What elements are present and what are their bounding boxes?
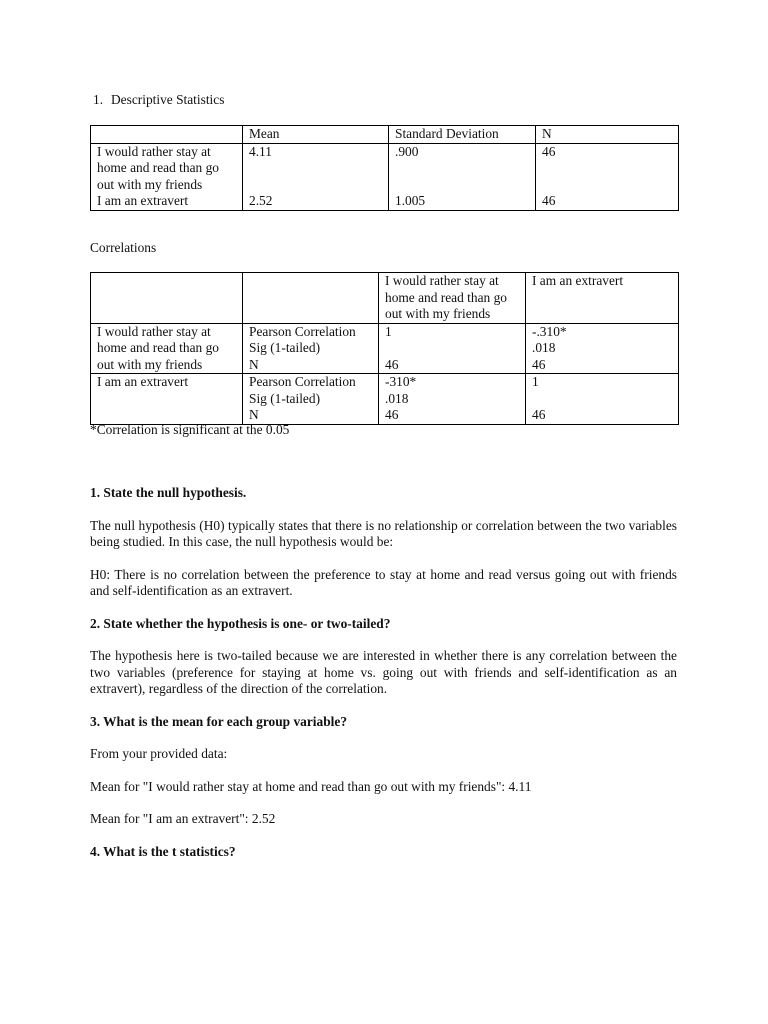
extravert-values: 1 46	[526, 374, 679, 425]
table-row	[91, 323, 679, 374]
table-row	[91, 374, 679, 425]
stay-home-values: 1 46	[379, 323, 526, 374]
significance-footnote: *Correlation is significant at the 0.05	[90, 422, 290, 437]
paragraph: H0: There is no correlation between the preference to stay at home and read versus going out with friends and self-identification as an extravert.	[90, 566, 677, 598]
header-cell-empty	[243, 273, 379, 324]
header-cell-n: N	[536, 126, 679, 144]
stat-labels: Pearson Correlation Sig (1-tailed) N	[243, 374, 379, 425]
extravert-values: -.310* .018 46	[526, 323, 679, 374]
question-3-heading: 3. What is the mean for each group variable?	[90, 713, 348, 729]
paragraph: Mean for "I am an extravert": 2.52	[90, 811, 276, 826]
row-label: I would rather stay at home and read than go out with my friends I am an extravert	[91, 143, 243, 210]
section-number: 1.	[93, 92, 104, 107]
paragraph: From your provided data:	[90, 746, 228, 761]
header-cell-extravert: I am an extravert	[526, 273, 679, 324]
header-cell-sd: Standard Deviation	[389, 126, 536, 144]
table-header-row	[91, 273, 679, 324]
n-values: 46 46	[536, 143, 679, 210]
header-cell-mean: Mean	[243, 126, 389, 144]
paragraph: The null hypothesis (H0) typically states that there is no relationship or correlation between the two variables being studied. In this case, the null hypothesis would be:	[90, 517, 677, 549]
question-2-heading: 2. State whether the hypothesis is one- or two-tailed?	[90, 615, 391, 631]
section-title	[93, 92, 224, 109]
header-cell-stay-home: I would rather stay at home and read than go out with my friends	[379, 273, 526, 324]
stat-labels: Pearson Correlation Sig (1-tailed) N	[243, 323, 379, 374]
row-label: I am an extravert	[91, 374, 243, 425]
sd-values: .900 1.005	[389, 143, 536, 210]
row-label: I would rather stay at home and read than go out with my friends	[91, 323, 243, 374]
question-1-heading: 1. State the null hypothesis.	[90, 485, 247, 500]
stay-home-values: -310* .018 46	[379, 374, 526, 425]
table-row	[91, 143, 679, 210]
paragraph: Mean for "I would rather stay at home and read than go out with my friends": 4.11	[90, 778, 532, 794]
paragraph: The hypothesis here is two-tailed because we are interested in whether there is any correlation between the two variables (preference for staying at home vs. going out with friends and self-identification as an extravert), regardless of the direction of the correlation.	[90, 648, 677, 696]
descriptive-statistics-table	[90, 125, 679, 211]
table-header-row	[91, 126, 679, 144]
mean-values: 4.11 2.52	[243, 143, 389, 210]
answers-section	[90, 485, 677, 860]
section-title-text: Descriptive Statistics	[111, 92, 225, 107]
correlations-table	[90, 272, 679, 425]
correlations-heading: Correlations	[90, 240, 157, 255]
question-4-heading: 4. What is the t statistics?	[90, 843, 236, 859]
header-cell-empty	[91, 126, 243, 144]
header-cell-empty	[91, 273, 243, 324]
